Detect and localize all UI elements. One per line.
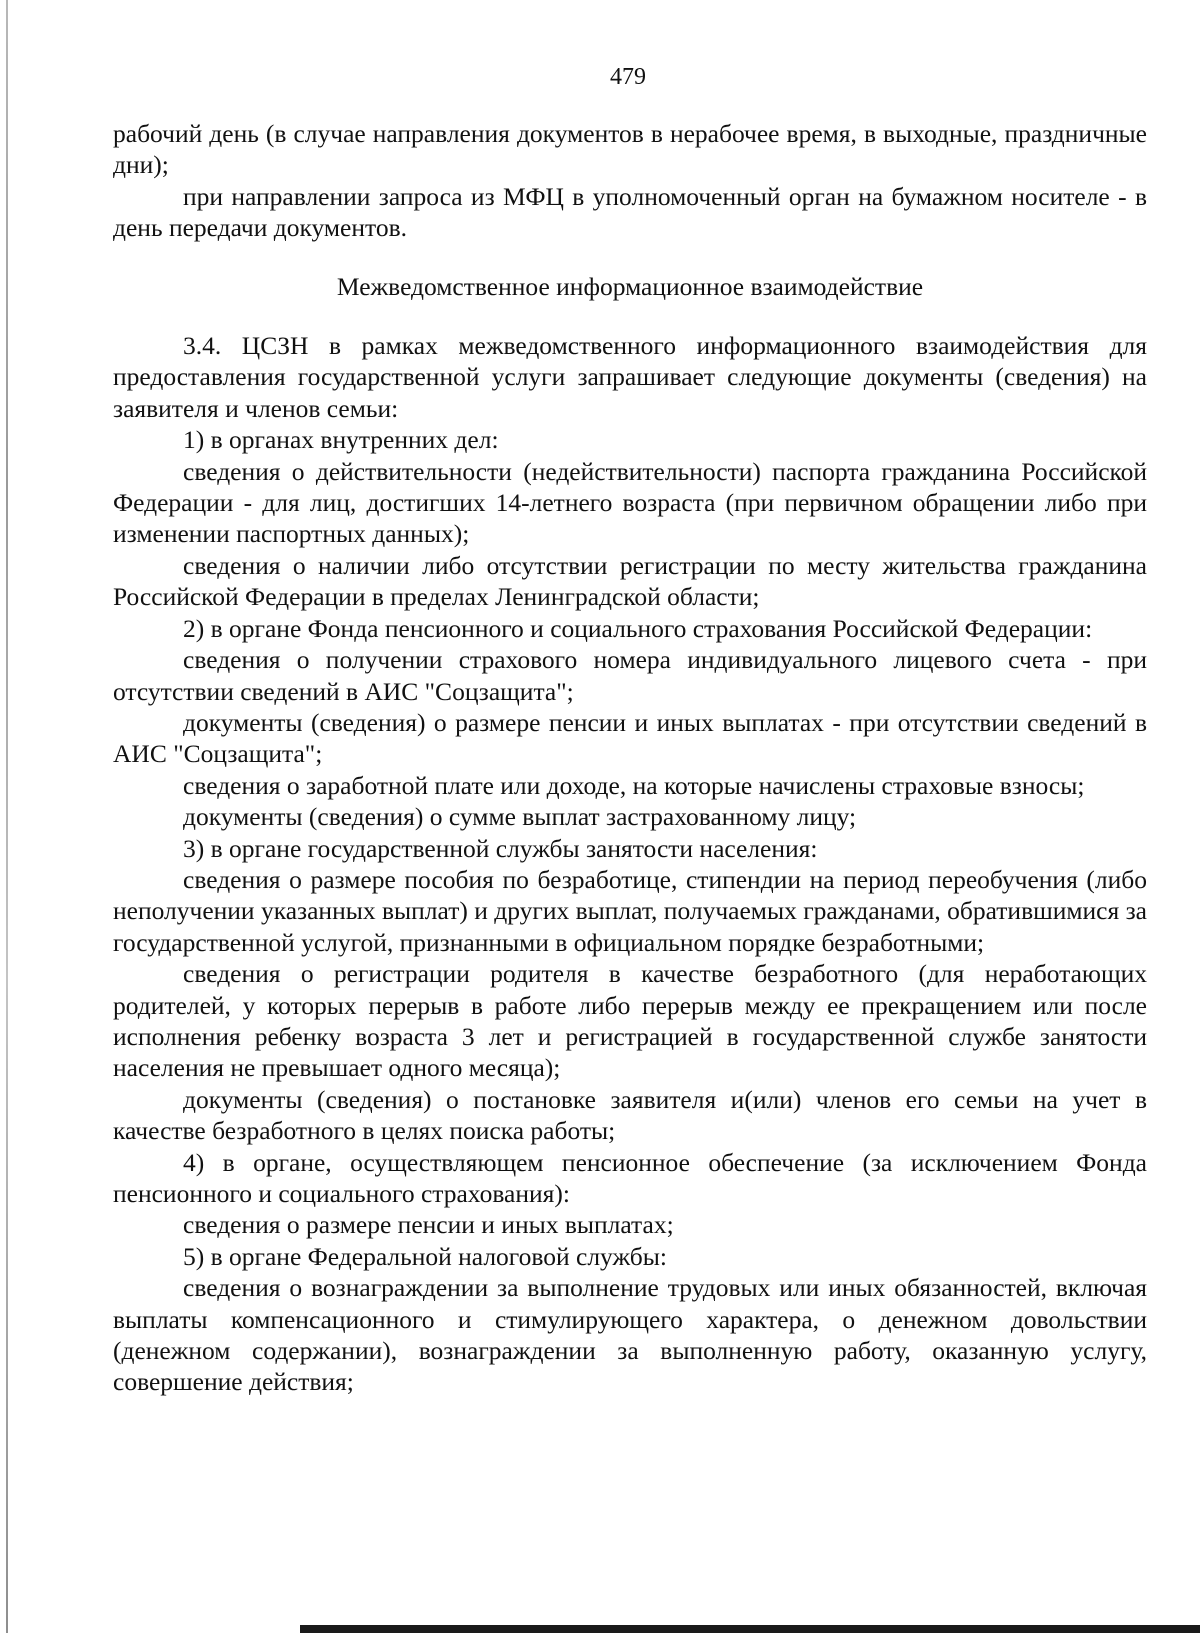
document-body: [113, 118, 1147, 1398]
paragraph: документы (сведения) о размере пенсии и иных выплатах - при отсутствии сведений в АИС "Соцзащита";: [113, 707, 1147, 769]
paragraph: сведения о заработной плате или доходе, на которые начислены страховые взносы;: [183, 770, 1085, 800]
paragraph: сведения о вознаграждении за выполнение трудовых или иных обязанностей, включая выплаты компенсационного и стимулирующего характера, о денежном довольствии (денежном содержании), вознаграждении за выполненную работу, оказанную услугу, совершение действия;: [113, 1273, 1147, 1397]
paragraph: сведения о получении страхового номера индивидуального лицевого счета - при отсутствии сведений в АИС "Соцзащита";: [113, 645, 1147, 706]
paragraph: сведения о размере пособия по безработице, стипендии на период переобучения (либо неполучении указанных выплат) и других выплат, получаемых гражданами, обратившимися за государственной услугой, признанными в официальном порядке безработными;: [113, 864, 1147, 957]
paragraph-3-4: 3.4. ЦСЗН в рамках межведомственного информационного взаимодействия для предоставления государственной услуги запрашивает следующие документы (сведения) на заявителя и членов семьи:: [113, 331, 1147, 423]
paragraph-continuation: рабочий день (в случае направления документов в нерабочее время, в выходные, праздничные дни);: [113, 119, 1147, 180]
paragraph: при направлении запроса из МФЦ в уполномоченный орган на бумажном носителе - в день передачи документов.: [113, 181, 1147, 243]
list-item-4: 4) в органе, осуществляющем пенсионное обеспечение (за исключением Фонда пенсионного и социального страхования):: [113, 1147, 1147, 1208]
paragraph: сведения о наличии либо отсутствии регистрации по месту жительства гражданина Российской Федерации в пределах Ленинградской области;: [113, 550, 1147, 612]
paragraph: сведения о действительности (недействительности) паспорта гражданина Российской Федерации - для лиц, достигших 14-летнего возраста (при первичном обращении либо при изменении паспортных данных);: [113, 456, 1147, 549]
section-heading: Межведомственное информационное взаимодействие: [336, 271, 924, 301]
paragraph: сведения о регистрации родителя в качестве безработного (для неработающих родителей, у которых перерыв в работе либо перерыв между ее прекращением или после исполнения ребенку возраста 3 лет и регистрацией в государственной службе занятости населения не превышает одного месяца);: [113, 959, 1147, 1083]
scan-edge-left: [6, 0, 8, 1633]
paragraph: документы (сведения) о сумме выплат застрахованному лицу;: [183, 802, 857, 832]
scan-edge-bottom: [300, 1625, 1200, 1633]
page-number: 479: [610, 64, 646, 90]
list-item-3: 3) в органе государственной службы занятости населения:: [183, 833, 818, 863]
list-item-2: 2) в органе Фонда пенсионного и социального страхования Российской Федерации:: [183, 613, 1093, 643]
paragraph: документы (сведения) о постановке заявителя и(или) членов его семьи на учет в качестве безработного в целях поиска работы;: [113, 1084, 1147, 1146]
list-item-1: 1) в органах внутренних дел:: [183, 425, 499, 455]
list-item-5: 5) в органе Федеральной налоговой службы:: [183, 1241, 667, 1271]
paragraph: сведения о размере пенсии и иных выплатах;: [183, 1210, 674, 1240]
